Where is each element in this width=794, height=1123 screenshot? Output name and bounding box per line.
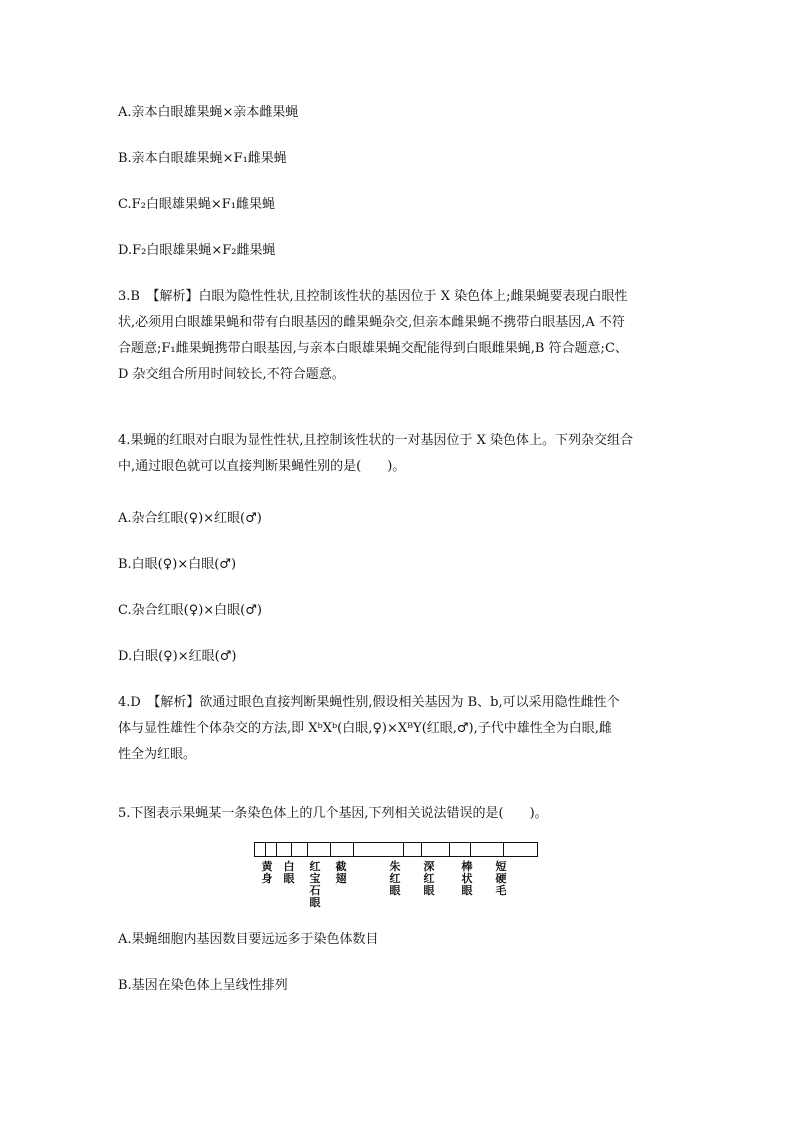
gene-locus-tick xyxy=(265,843,266,857)
q4-answer-line: 体与显性雄性个体杂交的方法,即 XᵇXᵇ(白眼,♀)×XᴮY(红眼,♂),子代中雄性全为白眼,雌 xyxy=(118,721,612,736)
q3-answer-line: 合题意;F₁雌果蝇携带白眼基因,与亲本白眼雄果蝇交配能得到白眼雌果蝇,B 符合题意;C、 xyxy=(118,341,628,356)
q4-answer-line: 4.D 【解析】欲通过眼色直接判断果蝇性别,假设相关基因为 B、b,可以采用隐性雌性个 xyxy=(118,695,620,710)
gene-label: 深红眼 xyxy=(423,860,435,897)
q4-answer-line: 性全为红眼。 xyxy=(118,747,197,762)
q5-option-a: A.果蝇细胞内基因数目要远远多于染色体数目 xyxy=(118,932,379,947)
q4-option-b: B.白眼(♀)×白眼(♂) xyxy=(118,557,237,572)
gene-locus-tick xyxy=(291,843,292,857)
q3-answer-explanation xyxy=(118,288,678,392)
gene-label: 红宝石眼 xyxy=(309,860,321,909)
q5-stem: 5.下图表示果蝇某一条染色体上的几个基因,下列相关说法错误的是( )。 xyxy=(118,806,548,821)
q4-option-a: A.杂合红眼(♀)×红眼(♂) xyxy=(118,511,262,526)
gene-label: 朱红眼 xyxy=(389,860,401,897)
gene-locus-tick xyxy=(503,843,504,857)
q4-stem xyxy=(118,432,678,484)
q4-stem-line: 4.果蝇的红眼对白眼为显性性状,且控制该性状的一对基因位于 X 染色体上。下列杂交组合 xyxy=(118,433,634,448)
gene-label: 棒状眼 xyxy=(461,860,473,897)
q3-option-b: B.亲本白眼雄果蝇×F₁雌果蝇 xyxy=(118,151,287,166)
gene-label: 短硬毛 xyxy=(495,860,507,897)
q5-option-b: B.基因在染色体上呈线性排列 xyxy=(118,978,288,993)
gene-locus-tick xyxy=(307,843,308,857)
q3-option-a: A.亲本白眼雄果蝇×亲本雌果蝇 xyxy=(118,105,299,120)
gene-locus-tick xyxy=(470,843,471,857)
q3-answer-line: D 杂交组合所用时间较长,不符合题意。 xyxy=(118,367,345,382)
gene-locus-tick xyxy=(353,843,354,857)
q4-stem-line: 中,通过眼色就可以直接判断果蝇性别的是( )。 xyxy=(118,459,406,474)
gene-label: 截翅 xyxy=(335,860,347,885)
gene-label: 黄身 xyxy=(261,860,273,885)
q4-option-c: C.杂合红眼(♀)×白眼(♂) xyxy=(118,603,262,618)
q4-answer-explanation xyxy=(118,694,678,772)
gene-label: 白眼 xyxy=(283,860,295,885)
chromosome-bar xyxy=(254,842,538,857)
gene-locus-tick xyxy=(276,843,277,857)
q4-option-d: D.白眼(♀)×红眼(♂) xyxy=(118,649,237,664)
q3-option-d: D.F₂白眼雄果蝇×F₂雌果蝇 xyxy=(118,243,276,258)
gene-locus-tick xyxy=(449,843,450,857)
q3-answer-line: 3.B 【解析】白眼为隐性性状,且控制该性状的基因位于 X 染色体上;雌果蝇要表现白眼性 xyxy=(118,289,628,304)
q3-option-c: C.F₂白眼雄果蝇×F₁雌果蝇 xyxy=(118,197,275,212)
q3-answer-line: 状,必须用白眼雄果蝇和带有白眼基因的雌果蝇杂交,但亲本雌果蝇不携带白眼基因,A 不符 xyxy=(118,315,625,330)
gene-locus-tick xyxy=(421,843,422,857)
gene-locus-tick xyxy=(330,843,331,857)
gene-locus-tick xyxy=(403,843,404,857)
